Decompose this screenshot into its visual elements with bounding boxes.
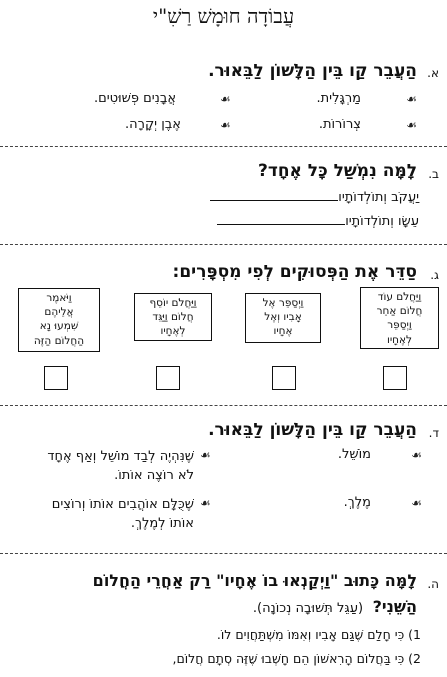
verse-box-3-line-1: וַיַּחֲלֹם יוֹסֵף: [149, 297, 197, 309]
section-b-line-2: [211, 212, 419, 229]
verse-box-3-line-3: לְאֶחָיו: [160, 325, 186, 338]
section-d-meaning-2: [6, 495, 194, 533]
verse-box-3: [134, 293, 212, 341]
page-title: עֲבוֹדָה חוּמָשׁ רַשִׁ"י: [152, 4, 295, 28]
section-d-arrow-word-1: ☙: [411, 448, 422, 462]
verse-box-1-line-1: וַיַּחֲלֹם עוֹד: [377, 291, 422, 303]
verse-box-2-line-1: וַיְסַפֵּר אֶל: [262, 297, 304, 309]
section-e-letter: ה.: [427, 577, 439, 591]
number-box-4[interactable]: [44, 366, 68, 390]
section-d-arrow-meaning-1: ☙: [200, 448, 211, 462]
verse-box-2: [245, 293, 321, 343]
section-divider: [0, 244, 447, 245]
verse-box-4-line-1: וַיֹּאמֶר: [46, 292, 72, 304]
verse-box-4-line-4: הַחֲלוֹם הַזֶּה: [33, 334, 85, 347]
verse-box-1-line-2: חֲלוֹם אַחֵר: [376, 305, 423, 318]
section-d-meaning-1-line-1: שֶׁנִּהְיֶה לְבַד מוֹשֵׁל וְאַף אֶחָד: [47, 449, 194, 464]
section-d-arrow-word-2: ☙: [411, 496, 422, 510]
section-divider: [0, 146, 447, 147]
verse-box-1-line-4: לְאֶחָיו: [386, 333, 413, 346]
number-box-3[interactable]: [156, 366, 180, 390]
verse-box-1: [360, 287, 439, 349]
section-a-meaning-1: אֲבָנִים פְּשׁוּטִים.: [94, 91, 177, 106]
section-d-meaning-2-line-1: שֶׁכֻּלָּם אוֹהֲבִים אוֹתוֹ וְרוֹצִים: [51, 497, 194, 512]
section-c-question: סַדֵּר אֶת הַפְּסוּקִים לְפִי מִסְפָּרִים:: [172, 262, 417, 282]
section-d-meaning-1-line-2: לֹא רוֹצֶה אוֹתוֹ.: [114, 468, 194, 483]
section-divider: [0, 405, 447, 406]
answer-line-2[interactable]: [217, 212, 345, 225]
section-b-letter: ב.: [428, 167, 439, 181]
section-d-word-2: מֶלֶךְ.: [343, 495, 371, 510]
answer-line-1[interactable]: [210, 188, 338, 201]
option-1[interactable]: 1) כִּי חָלַם שֶׁגַּם אָבִיו וְאִמּוֹ מִשְׁתַּחֲוִים לוֹ.: [216, 627, 421, 642]
section-divider: [0, 553, 447, 554]
section-a-arrow-meaning-2: ☙: [220, 118, 231, 132]
section-c-letter: ג.: [430, 268, 439, 282]
section-e-instruction: (עַגֵּל תְּשׁוּבָה נְכוֹנָה).: [252, 601, 364, 616]
section-b-line-1: [204, 188, 419, 205]
section-b-question: לָמָּה נִמְשַׁל כָּל אֶחָד?: [257, 161, 417, 181]
verse-box-1-line-3: וַיְסַפֵּר: [387, 319, 412, 332]
section-a-letter: א.: [427, 66, 439, 80]
section-d-arrow-meaning-2: ☙: [200, 496, 211, 510]
number-box-1[interactable]: [383, 366, 407, 390]
section-d-word-1: מוֹשֵׁל.: [337, 447, 371, 462]
section-e-question-line-1: לָמָּה כָּתוּב "וַיְקַנְאוּ בוֹ אֶחָיו" רַק אַחֲרֵי הַחֲלוֹם: [92, 571, 417, 590]
section-a-arrow-word-1: ☙: [406, 92, 417, 106]
section-a-word-2: צְרוֹרוֹת.: [318, 117, 361, 132]
section-a-question: הַעֲבֵר קַו בֵּין הַלָּשׁוֹן לַבֵּאוּר.: [208, 61, 417, 81]
section-d-letter: ד.: [428, 426, 439, 440]
verse-box-2-line-2: אָבִיו וְאֶל: [264, 311, 302, 324]
verse-box-4: [18, 288, 100, 352]
section-e-question-line-2-text: הַשֵּׁנִי?: [372, 597, 417, 616]
section-a-arrow-meaning-1: ☙: [220, 92, 231, 106]
verse-box-4-line-3: שִׁמְעוּ נָא: [39, 320, 79, 333]
number-box-2[interactable]: [272, 366, 296, 390]
section-d-meaning-2-line-2: אוֹתוֹ לְמֶלֶךְ.: [130, 516, 194, 531]
section-b-line-1-label: יַעֲקֹב וְתוֹלְדוֹתָיו: [338, 190, 419, 205]
section-e-question-line-2: [8, 597, 417, 616]
section-a-word-1: מַרְגָּלִית.: [316, 91, 361, 106]
section-d-question: הַעֲבֵר קַו בֵּין הַלָּשׁוֹן לַבֵּאוּר.: [208, 420, 417, 440]
verse-box-3-line-2: חֲלוֹם וַיַּגֵּד: [152, 311, 194, 324]
section-a-meaning-2: אֶבֶן יְקָרָה.: [125, 117, 181, 132]
option-2[interactable]: 2) כִּי בַּחֲלוֹם הָרִאשׁוֹן הֵם חָשְׁבוּ שֶׁזֶּה סְתָם חֲלוֹם,: [172, 651, 421, 666]
verse-box-4-line-2: אֲלֵיהֶם: [44, 306, 74, 319]
section-a-arrow-word-2: ☙: [406, 118, 417, 132]
verse-box-2-line-3: אֶחָיו: [273, 325, 293, 338]
section-b-line-2-label: עֵשָׂו וְתוֹלְדוֹתָיו: [345, 214, 419, 229]
section-d-meaning-1: [6, 447, 194, 485]
